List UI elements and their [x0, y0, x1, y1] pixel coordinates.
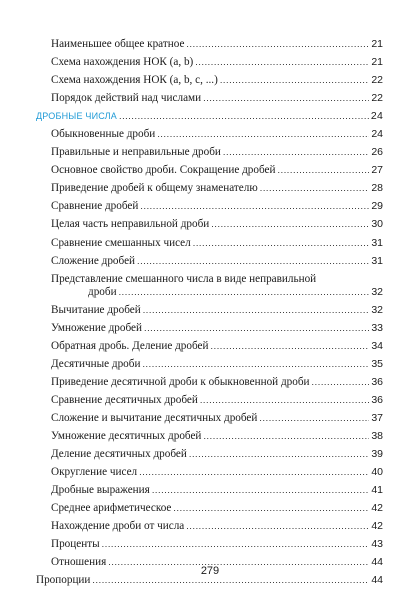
toc-entry-page: 32 [371, 303, 383, 316]
leader-dots [173, 502, 369, 515]
leader-dots [211, 340, 370, 353]
leader-dots [223, 146, 369, 159]
toc-entry-title: Умножение дробей [51, 321, 142, 334]
toc-entry-title: Обратная дробь. Деление дробей [51, 339, 209, 352]
leader-dots [203, 92, 369, 105]
toc-entry-page: 35 [371, 357, 383, 370]
toc-entry-page: 24 [371, 128, 383, 141]
toc-entry[interactable] [51, 484, 383, 497]
toc-entry-page: 21 [371, 38, 383, 50]
toc-entry-page: 39 [371, 448, 383, 461]
toc-entry[interactable] [51, 448, 383, 461]
leader-dots [211, 218, 369, 231]
toc-entry-page: 32 [371, 285, 383, 298]
toc-entry-title: Среднее арифметическое [51, 502, 172, 515]
table-of-contents [0, 38, 420, 592]
toc-entry-page: 26 [371, 146, 383, 159]
toc-entry[interactable] [51, 502, 383, 515]
leader-dots [102, 538, 370, 551]
toc-entry-page: 24 [370, 110, 383, 123]
toc-entry-title: Проценты [51, 538, 100, 551]
section-title: ДРОБНЫЕ ЧИСЛА [36, 111, 117, 122]
leader-dots [152, 484, 370, 497]
toc-entry-title: Порядок действий над числами [51, 92, 202, 105]
toc-entry-title: Приведение десятичной дроби к обыкновенной дроби [51, 375, 310, 388]
toc-entry[interactable] [51, 358, 383, 371]
toc-entry[interactable] [51, 466, 383, 479]
toc-entry-page: 29 [371, 200, 383, 213]
leader-dots [119, 110, 369, 123]
leader-dots [203, 430, 369, 443]
toc-entry[interactable] [51, 38, 383, 51]
toc-entry-page: 38 [371, 429, 383, 442]
toc-entry-title: Основное свойство дроби. Сокращение дробей [51, 164, 276, 177]
toc-entry-line2 [88, 286, 383, 299]
leader-dots [139, 466, 369, 479]
toc-entry-title: Целая часть неправильной дроби [51, 218, 210, 231]
toc-entry[interactable] [51, 56, 383, 69]
toc-entry[interactable] [51, 430, 383, 443]
leader-dots [259, 412, 369, 425]
toc-entry-page: 28 [371, 182, 383, 195]
toc-entry-page: 36 [371, 375, 383, 388]
toc-entry-title-line1: Представление смешанного числа в виде неправильной [51, 272, 317, 285]
toc-entry-page: 43 [371, 538, 383, 551]
toc-entry-title: Пропорции [36, 574, 91, 587]
toc-entry-title: Сложение дробей [51, 254, 136, 267]
toc-entry[interactable] [51, 376, 383, 389]
toc-section-heading[interactable] [36, 110, 383, 123]
toc-entry-page: 22 [371, 92, 383, 105]
page-number: 279 [200, 565, 220, 577]
toc-entry[interactable] [51, 218, 383, 231]
toc-entry[interactable] [51, 255, 383, 268]
toc-entry-title: Деление десятичных дробей [51, 448, 187, 461]
toc-entry-page: 22 [371, 74, 383, 87]
leader-dots [140, 200, 369, 213]
leader-dots [193, 237, 370, 250]
toc-entry-title: Обыкновенные дроби [51, 128, 156, 141]
toc-entry[interactable] [51, 200, 383, 213]
toc-entry-title: Десятичные дроби [51, 357, 141, 370]
toc-entry[interactable] [51, 146, 383, 159]
toc-entry[interactable] [51, 412, 383, 425]
leader-dots [278, 164, 370, 177]
toc-entry[interactable] [51, 304, 383, 317]
toc-entry-title: Правильные и неправильные дроби [51, 146, 221, 159]
toc-entry-page: 31 [371, 236, 383, 249]
toc-entry-page: 44 [371, 574, 383, 587]
leader-dots [200, 394, 369, 407]
toc-entry-title-line2: дроби [88, 285, 117, 298]
toc-entry-title: Сложение и вычитание десятичных дробей [51, 411, 258, 424]
leader-dots [195, 56, 369, 69]
toc-entry[interactable] [51, 128, 383, 141]
toc-entry[interactable] [51, 340, 383, 353]
toc-entry-title: Вычитание дробей [51, 303, 141, 316]
toc-entry-page: 30 [371, 218, 383, 231]
leader-dots [186, 38, 369, 51]
leader-dots [189, 448, 369, 461]
leader-dots [260, 182, 370, 195]
toc-entry-title: Сравнение десятичных дробей [51, 393, 198, 406]
toc-entry[interactable] [51, 538, 383, 551]
leader-dots [157, 128, 369, 141]
leader-dots [143, 304, 370, 317]
toc-entry[interactable] [51, 92, 383, 105]
toc-entry-title: Наименьшее общее кратное [51, 38, 185, 50]
toc-entry-title: Схема нахождения НОК (a, b, c, ...) [51, 74, 218, 87]
leader-dots [119, 286, 370, 299]
toc-entry[interactable] [51, 520, 383, 533]
toc-entry-page: 44 [371, 556, 383, 569]
toc-entry-title: Округление чисел [51, 466, 138, 479]
toc-entry-title: Сравнение смешанных чисел [51, 236, 191, 249]
toc-entry-title: Дробные выражения [51, 484, 150, 497]
toc-entry-title: Нахождение дроби от числа [51, 520, 185, 533]
toc-entry-page: 42 [371, 520, 383, 533]
leader-dots [186, 520, 369, 533]
leader-dots [142, 358, 369, 371]
leader-dots [144, 322, 369, 335]
toc-entry-page: 21 [371, 56, 383, 69]
toc-entry-title: Отношения [51, 556, 107, 569]
toc-entry-page: 34 [371, 339, 383, 352]
toc-entry[interactable] [51, 182, 383, 195]
leader-dots [220, 74, 370, 87]
toc-entry-page: 36 [371, 393, 383, 406]
toc-entry[interactable] [51, 394, 383, 407]
toc-entry-page: 41 [371, 484, 383, 497]
toc-entry-page: 40 [371, 466, 383, 479]
toc-entry-page: 31 [371, 254, 383, 267]
toc-entry[interactable] [51, 74, 383, 87]
toc-entry-title: Сравнение дробей [51, 200, 139, 213]
toc-entry-page: 27 [371, 164, 383, 177]
leader-dots [312, 376, 370, 389]
toc-entry-page: 33 [371, 321, 383, 334]
toc-entry-page: 42 [371, 502, 383, 515]
toc-entry-title: Умножение десятичных дробей [51, 429, 202, 442]
toc-entry[interactable] [51, 322, 383, 335]
toc-entry[interactable] [51, 237, 383, 250]
toc-entry[interactable] [51, 164, 383, 177]
leader-dots [137, 255, 369, 268]
toc-entry-wrapped[interactable] [51, 273, 383, 299]
toc-entry-title: Приведение дробей к общему знаменателю [51, 182, 258, 195]
toc-entry-page: 37 [371, 411, 383, 424]
toc-entry-title: Схема нахождения НОК (a, b) [51, 56, 194, 69]
